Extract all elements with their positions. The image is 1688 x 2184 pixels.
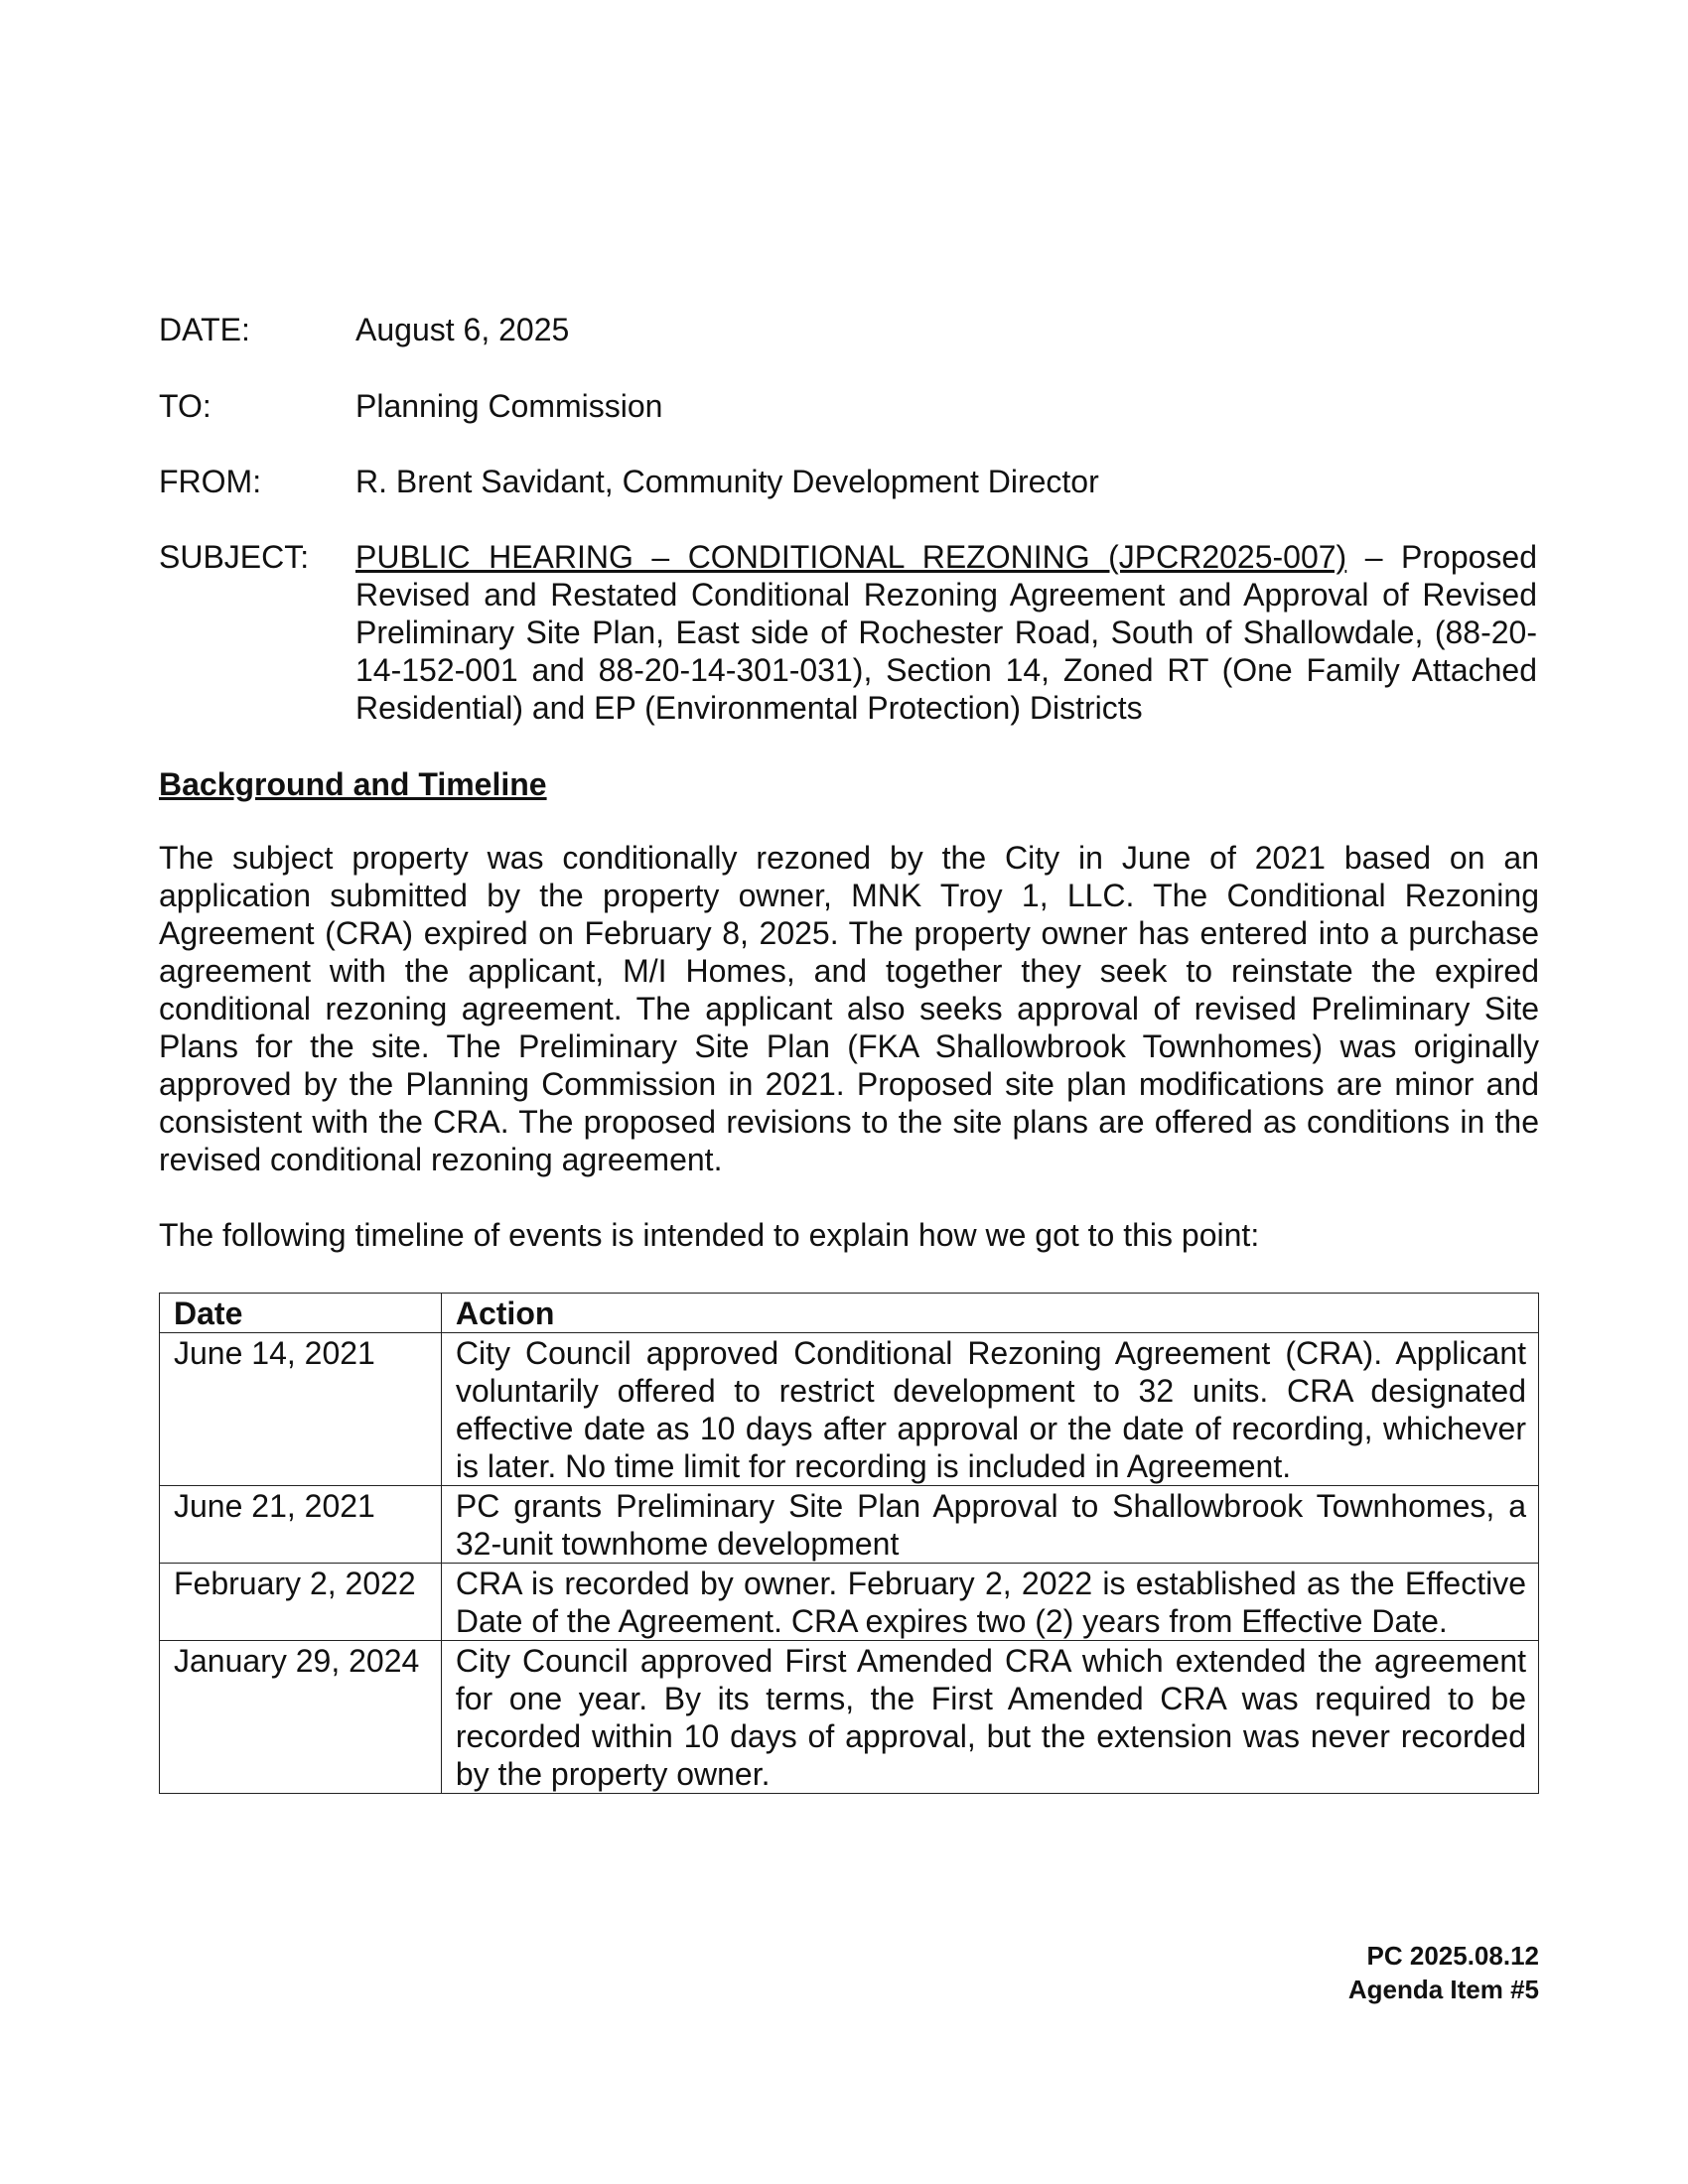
timeline-action-cell: City Council approved First Amended CRA which extended the agreement for one year. By its terms, the First Amended CRA was required to be recorded within 10 days of approval, but the extension was never recorded by the property owner. xyxy=(441,1641,1538,1794)
timeline-header-date: Date xyxy=(160,1294,442,1333)
agenda-item-number: Agenda Item #5 xyxy=(1347,1975,1539,2004)
memo-subject-label: SUBJECT: xyxy=(159,539,310,575)
table-row xyxy=(160,1564,1539,1641)
memo-date-label: DATE: xyxy=(159,312,250,347)
memo-from-label: FROM: xyxy=(159,464,262,499)
timeline-action-cell: CRA is recorded by owner. February 2, 2022 is established as the Effective Date of the Agreement. CRA expires two (2) years from Effective Date. xyxy=(441,1564,1538,1641)
background-paragraph: The subject property was conditionally rezoned by the City in June of 2021 based on an application submitted by the property owner, MNK Troy 1, LLC. The Conditional Rezoning Agreement (CRA) expired on February 8, 2025. The property owner has entered into a purchase agreement with the applicant, M/I Homes, and together they seek to reinstate the expired conditional rezoning agreement. The applicant also seeks approval of revised Preliminary Site Plans for the site. The Preliminary Site Plan (FKA Shallowbrook Townhomes) was originally approved by the Planning Commission in 2021. Proposed site plan modifications are minor and consistent with the CRA. The proposed revisions to the site plans are offered as conditions in the revised conditional rezoning agreement. xyxy=(159,840,1539,1177)
memo-to-value: Planning Commission xyxy=(355,388,663,424)
table-row xyxy=(160,1486,1539,1564)
memo-subject-value xyxy=(355,538,1537,727)
meeting-code: PC 2025.08.12 xyxy=(1366,1941,1539,1971)
memo-date-value: August 6, 2025 xyxy=(355,312,570,347)
timeline-date-cell: June 14, 2021 xyxy=(160,1333,442,1486)
timeline-header-action: Action xyxy=(441,1294,1538,1333)
subject-hearing-title: PUBLIC HEARING – CONDITIONAL REZONING (JPCR2025-007) xyxy=(355,539,1347,575)
timeline-action-cell: City Council approved Conditional Rezoning Agreement (CRA). Applicant voluntarily offered to restrict development to 32 units. CRA designated effective date as 10 days after approval or the date of recording, whichever is later. No time limit for recording is included in Agreement. xyxy=(441,1333,1538,1486)
table-row xyxy=(160,1641,1539,1794)
timeline-date-cell: January 29, 2024 xyxy=(160,1641,442,1794)
memo-to-label: TO: xyxy=(159,388,211,424)
subject-description: – Proposed Revised and Restated Conditional Rezoning Agreement and Approval of Revised Preliminary Site Plan, East side of Rochester Road, South of Shallowdale, (88-20-14-152-001 and 88-20-14-301-031), Section 14, Zoned RT (One Family Attached Residential) and EP (Environmental Protection) Districts xyxy=(355,539,1538,726)
section-heading: Background and Timeline xyxy=(159,766,547,802)
timeline-action-cell: PC grants Preliminary Site Plan Approval to Shallowbrook Townhomes, a 32-unit townhome development xyxy=(441,1486,1538,1564)
timeline-header-row xyxy=(160,1294,1539,1333)
timeline-date-cell: June 21, 2021 xyxy=(160,1486,442,1564)
timeline-date-cell: February 2, 2022 xyxy=(160,1564,442,1641)
agenda-footer xyxy=(1348,1939,1539,2006)
table-row xyxy=(160,1333,1539,1486)
timeline-table xyxy=(159,1293,1539,1794)
memo-from-value: R. Brent Savidant, Community Development Director xyxy=(355,464,1099,499)
timeline-intro-paragraph: The following timeline of events is intended to explain how we got to this point: xyxy=(159,1217,1260,1253)
